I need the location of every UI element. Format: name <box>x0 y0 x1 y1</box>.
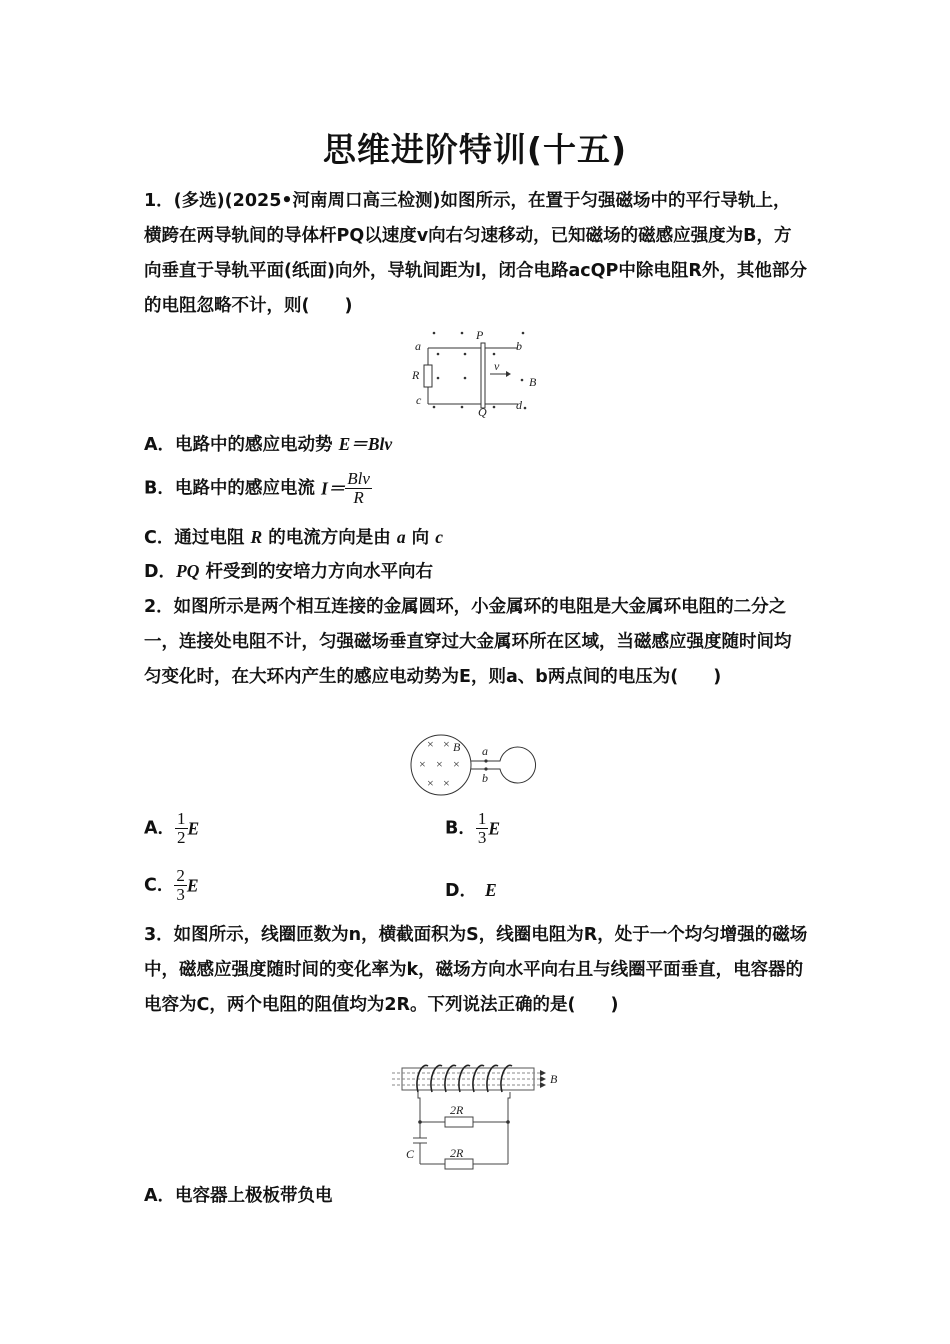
q2-option-c-e: E <box>186 875 199 896</box>
q1-option-c-to: 向 <box>405 528 436 548</box>
fraction-numerator: 1 <box>177 809 186 828</box>
fraction-denominator: 2 <box>177 828 186 847</box>
q2-option-d-label: D． <box>445 881 478 901</box>
q2-option-a-e: E <box>187 818 200 839</box>
q3-option-a[interactable]: A．电容器上极板带负电 <box>144 1186 333 1206</box>
q1-option-d[interactable] <box>144 557 433 586</box>
label-C: C <box>406 1147 415 1161</box>
q2-option-b-e: E <box>488 818 501 839</box>
q1-option-a-text: A．电路中的感应电动势 <box>144 435 339 455</box>
fraction-denominator: 3 <box>176 885 185 904</box>
fraction-denominator: 3 <box>477 828 487 847</box>
question-3-text: 3．如图所示，线圈匝数为n，横截面积为S，线圈电阻为R，处于一个均匀增强的磁场中，磁感应强度随时间的变化率为k，磁场方向水平向右且与线圈平面垂直，电容器的电容为C，两个电阻的阻值均为2R。下列说法正确的是( ) <box>144 925 808 1015</box>
cross-7: × <box>443 776 450 790</box>
q1-option-a[interactable] <box>144 430 392 459</box>
label-b: b <box>482 771 488 785</box>
cross-6: × <box>427 776 434 790</box>
label-R: R <box>412 368 420 382</box>
q2-option-b-label: B． <box>445 818 476 839</box>
q2-option-a-fraction <box>175 810 188 847</box>
label-v: v <box>494 359 500 373</box>
q1-option-c-mid: 的电流方向是由 <box>262 528 397 548</box>
label-a: a <box>415 339 421 353</box>
label-Q: Q <box>478 405 487 418</box>
q1-option-b-lhs: I＝ <box>320 478 346 499</box>
q1-option-b[interactable] <box>144 470 372 507</box>
label-a: a <box>482 744 488 758</box>
q1-option-c-text: C．通过电阻 <box>144 528 251 548</box>
q2-option-c[interactable] <box>144 867 199 904</box>
fraction-numerator: 2 <box>176 866 185 885</box>
q1-option-d-text: 杆受到的安培力方向水平向右 <box>199 562 433 582</box>
cross-1: × <box>427 737 434 751</box>
fraction-denominator: R <box>353 488 364 507</box>
q2-option-b-fraction <box>476 810 489 847</box>
label-2R-top: 2R <box>450 1103 464 1117</box>
q1-option-d-pq: PQ <box>176 561 200 581</box>
cross-4: × <box>436 757 443 771</box>
q2-option-c-label: C． <box>144 875 175 896</box>
q2-option-d[interactable] <box>445 876 497 905</box>
fraction-numerator: Blv <box>347 469 370 488</box>
q1-option-c-a: a <box>396 527 406 547</box>
question-2-text: 2．如图所示是两个相互连接的金属圆环，小金属环的电阻是大金属环电阻的二分之一，连接处电阻不计，匀强磁场垂直穿过大金属环所在区域，当磁感应强度随时间均匀变化时，在大环内产生的感应电动势为E，则a、b两点间的电压为( ) <box>144 597 792 687</box>
label-c: c <box>416 393 422 407</box>
q3-coil-figure <box>390 1058 570 1170</box>
q1-option-c-c: c <box>435 527 444 547</box>
cross-5: × <box>453 757 460 771</box>
q1-option-c-r: R <box>250 527 263 547</box>
q2-option-b[interactable] <box>445 810 500 847</box>
q2-option-a-label: A． <box>144 818 176 839</box>
question-1-text: 1．(多选)(2025•河南周口高三检测)如图所示，在置于匀强磁场中的平行导轨上，横跨在两导轨间的导体杆PQ以速度v向右匀速移动，已知磁场的磁感应强度为B，方向垂直于导轨平面(纸面)向外，导轨间距为l，闭合电路acQP中除电阻R外，其他部分的电阻忽略不计，则( ) <box>144 191 807 316</box>
label-b: b <box>516 339 522 353</box>
q1-rail-figure <box>410 328 540 418</box>
q2-option-c-fraction <box>174 867 187 904</box>
q1-option-a-formula: E＝Blv <box>338 434 393 454</box>
cross-2: × <box>443 737 450 751</box>
label-B: B <box>453 740 461 754</box>
q2-option-a[interactable] <box>144 810 199 847</box>
cross-3: × <box>419 757 426 771</box>
label-B: B <box>550 1072 558 1086</box>
q1-option-b-fraction <box>345 470 372 507</box>
q2-ring-figure <box>405 731 545 801</box>
fraction-numerator: 1 <box>477 809 487 828</box>
q1-option-c[interactable] <box>144 523 443 552</box>
q1-option-d-label: D． <box>144 562 177 582</box>
label-P: P <box>476 328 484 342</box>
label-B: B <box>529 375 537 389</box>
label-d: d <box>516 398 522 412</box>
page-title: 思维进阶特训(十五) <box>322 130 628 169</box>
label-2R-bottom: 2R <box>450 1146 464 1160</box>
q2-option-d-e: E <box>485 880 497 900</box>
q1-option-b-text: B．电路中的感应电流 <box>144 478 321 499</box>
